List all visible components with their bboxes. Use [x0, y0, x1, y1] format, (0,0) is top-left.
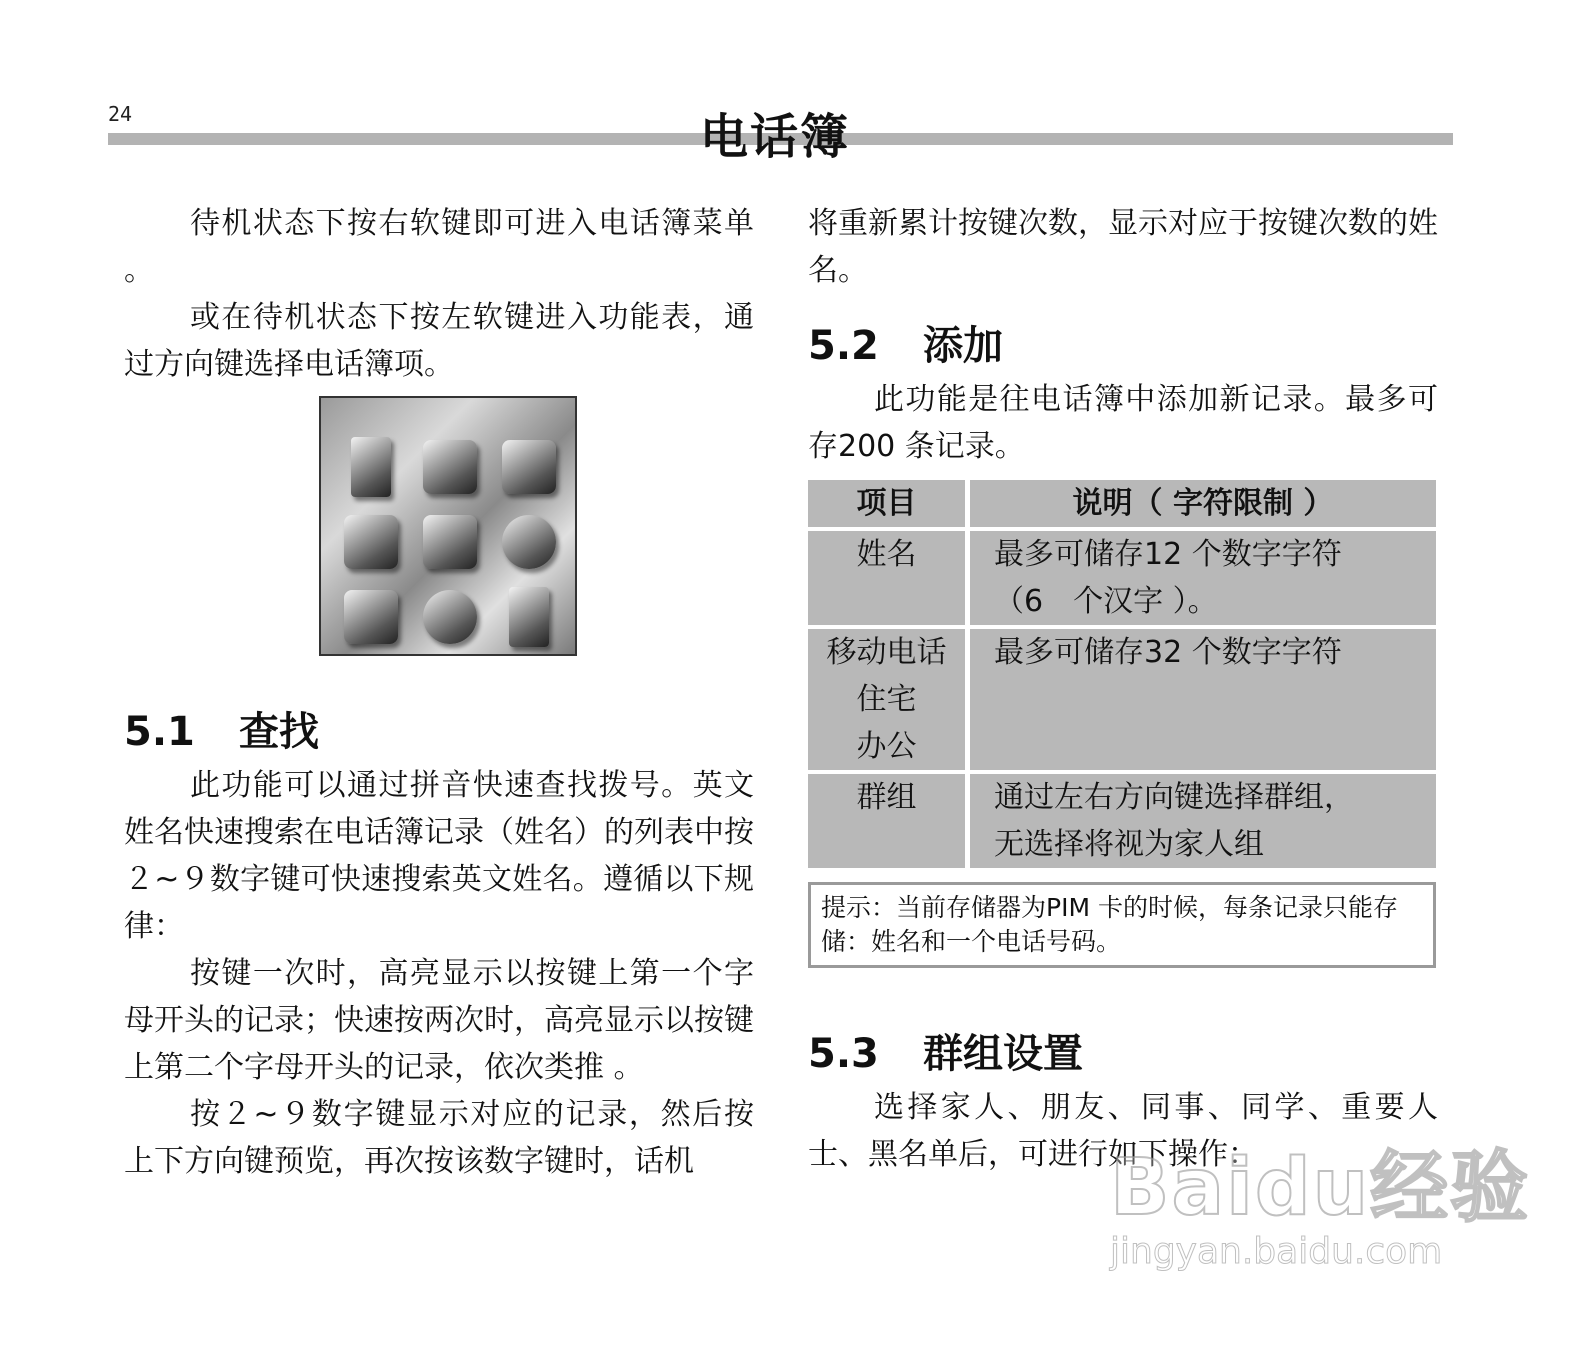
item-line: 办公 [856, 729, 917, 764]
s51-paragraph-3: 按２~９数字键显示对应的记录，然后按上下方向键预览，再次按该数字键时，话机 [124, 1097, 754, 1179]
gift-icon [344, 515, 398, 569]
table-cell-item [808, 629, 970, 774]
left-column [124, 200, 754, 1185]
table-cell-desc: 最多可储存32 个数字字符 [970, 629, 1436, 774]
desc-line: 最多可储存12 个数字字符 [994, 537, 1342, 572]
section-title: 群组设置 [923, 1031, 1083, 1077]
section-number: 5.1 [124, 709, 195, 755]
intro-paragraph-2: 或在待机状态下按左软键进入功能表，通过方向键选择电话簿项。 [124, 300, 754, 382]
watermark-url: jingyan.baidu.com [1110, 1231, 1443, 1272]
item-line: 移动电话 [826, 635, 947, 670]
tip-text: 提示：当前存储器为PIM 卡的时候，每条记录只能存储：姓名和一个电话号码。 [821, 893, 1398, 956]
desc-line: 无选择将视为家人组 [994, 827, 1264, 862]
speaker-icon [423, 590, 477, 644]
section-5-2-heading [808, 316, 1438, 376]
phonebook-icon [351, 437, 391, 497]
table-row [808, 629, 1436, 774]
music-icon [344, 590, 398, 644]
s51-paragraph-2: 按键一次时，高亮显示以按键上第一个字母开头的记录；快速按两次时，高亮显示以按键上第二个字母开头的记录，依次类推 。 [124, 956, 754, 1085]
section-title: 添加 [923, 323, 1003, 369]
field-limits-table [808, 480, 1436, 868]
section-number: 5.3 [808, 1031, 879, 1077]
camera-icon [423, 515, 477, 569]
section-title: 查找 [239, 709, 319, 755]
phonebook-menu-image [319, 396, 577, 656]
table-header-desc: 说明（ 字符限制 ） [970, 480, 1436, 531]
s52-paragraph-1: 此功能是往电话簿中添加新记录。最多可存200 条记录。 [808, 382, 1438, 464]
sim-card-icon [509, 587, 549, 647]
section-5-3-heading [808, 1024, 1438, 1084]
intro-paragraph-1: 待机状态下按右软键即可进入电话簿菜单 。 [124, 206, 754, 288]
watermark-brand: Baidu经验 [1110, 1143, 1531, 1233]
desc-line: （6 个汉字 ）。 [994, 584, 1218, 619]
table-cell-item: 群组 [808, 774, 970, 868]
right-column [808, 200, 1438, 1178]
section-5-1-heading [124, 702, 754, 762]
gear-icon [502, 515, 556, 569]
table-header-item: 项目 [808, 480, 970, 531]
s53-paragraph-1: 选择家人、朋友、同事、同学、重要人士、黑名单后，可进行如下操作： [808, 1090, 1438, 1172]
chair-icon [423, 440, 477, 494]
table-cell-desc [970, 531, 1436, 629]
desc-line: 通过左右方向键选择群组， [994, 780, 1354, 815]
item-line: 住宅 [856, 682, 917, 717]
continued-paragraph: 将重新累计按键次数，显示对应于按键次数的姓名。 [808, 206, 1438, 288]
table-row [808, 774, 1436, 868]
tip-box [808, 882, 1436, 968]
table-cell-item: 姓名 [808, 531, 970, 629]
section-number: 5.2 [808, 323, 879, 369]
page-number: 24 [108, 102, 133, 126]
s51-paragraph-1: 此功能可以通过拼音快速查找拨号。英文姓名快速搜索在电话簿记录（姓名）的列表中按２~９数字键可快速搜索英文姓名。遵循以下规律： [124, 768, 754, 944]
table-row [808, 531, 1436, 629]
house-icon [502, 440, 556, 494]
table-cell-desc [970, 774, 1436, 868]
page-title: 电话簿 [700, 109, 851, 165]
table-header-row [808, 480, 1436, 531]
